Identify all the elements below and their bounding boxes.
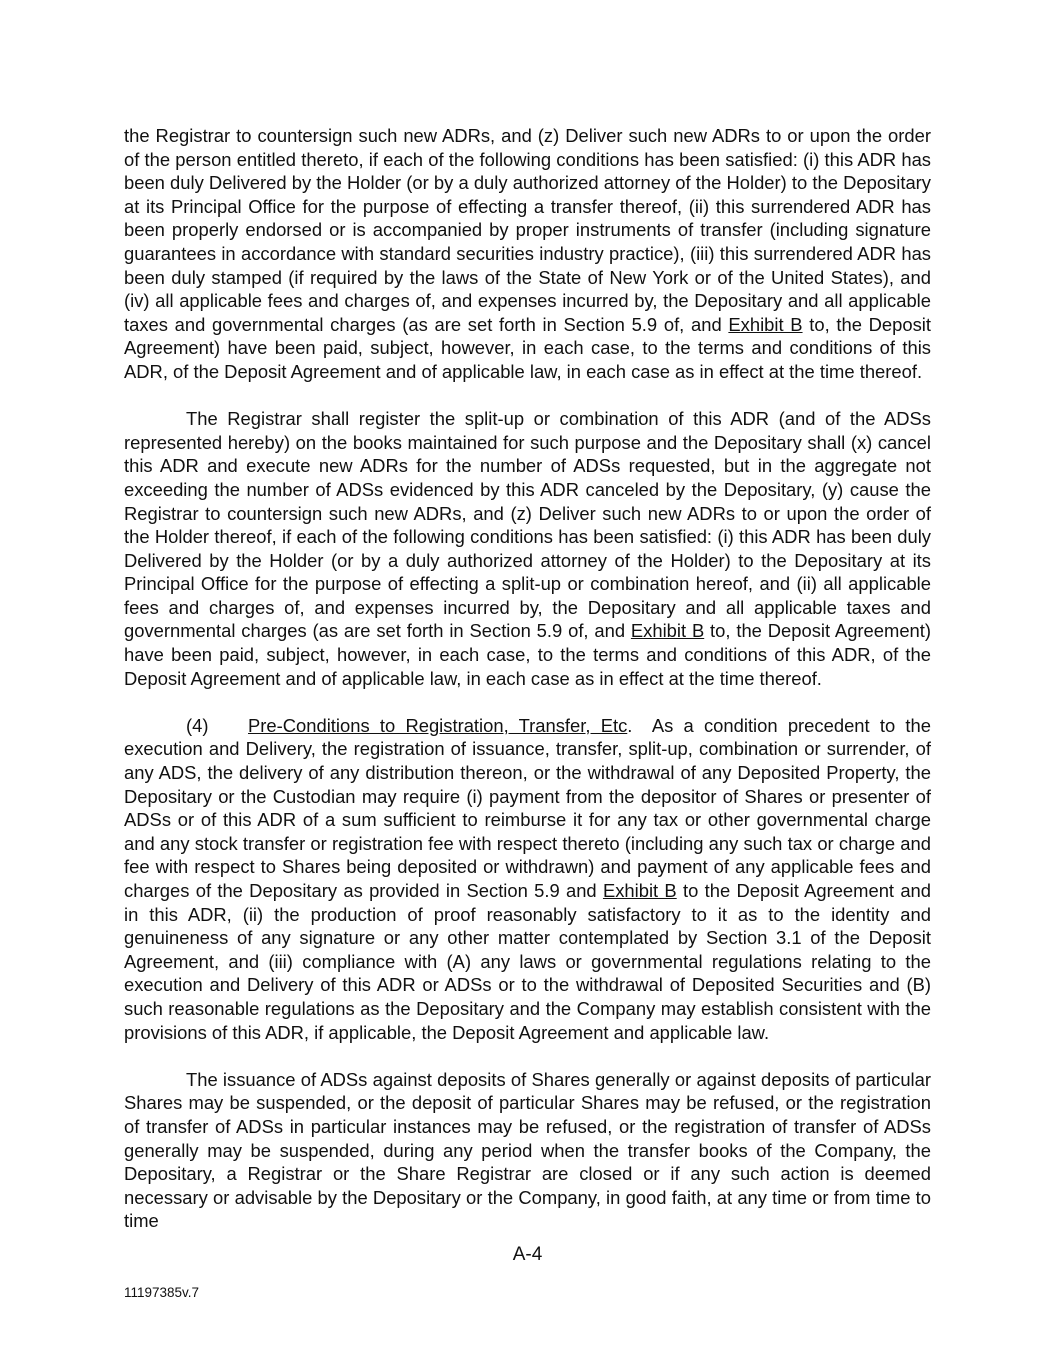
section-4-pre-conditions bbox=[124, 714, 937, 1044]
paragraph-text: to the Deposit Agreement and in this ADR, (ii) the production of proof reasonably satisfactory to it as to the identity and genuineness of any signature or any other matter contemplated by Section 3.1 of the Deposit Agreement, and (iii) compliance with (A) any laws or governmental regulations relating to the execution and Delivery of this ADR or ADSs or to the withdrawal of Deposited Securities and (B) such reasonable regulations as the Depositary and the Company may establish consistent with the provisions of this ADR, if applicable, the Deposit Agreement and applicable law. bbox=[124, 880, 932, 1043]
exhibit-b-reference: Exhibit B bbox=[602, 880, 677, 901]
section-heading-period: . bbox=[627, 714, 633, 736]
paragraph-text: to, the Deposit Agreement) have been paid, subject, however, in each case, to the terms and conditions of this ADR, of the Deposit Agreement and of applicable law, in each case as in effect at the time thereof. bbox=[124, 313, 932, 382]
paragraph-issuance-suspension bbox=[124, 1068, 931, 1233]
paragraph-transfer-conditions bbox=[124, 124, 931, 384]
page-number: A-4 bbox=[512, 1244, 543, 1265]
document-id: 11197385v.7 bbox=[124, 1285, 200, 1300]
paragraph-split-up-combination bbox=[124, 407, 931, 690]
section-heading: Pre-Conditions to Registration, Transfer, Etc bbox=[248, 714, 628, 736]
exhibit-b-reference: Exhibit B bbox=[728, 313, 803, 335]
paragraph-text: As a condition precedent to the execution and Delivery, the registration of issuance, transfer, split-up, combination or surrender, of any ADS, the delivery of any distribution thereon, or the withdrawal of any Deposited Property, the Depositary or the Custodian may require (i) payment from the depositor of Shares or presenter of ADSs or of this ADR of a sum sufficient to reimburse it for any tax or other governmental charge and any stock transfer or registration fee with respect thereto (including any such tax or charge and fee with respect to Shares being deposited or withdrawn) and payment of any applicable fees and charges of the Depositary as provided in Section 5.9 and bbox=[124, 714, 937, 901]
paragraph-text: the Registrar to countersign such new ADRs, and (z) Deliver such new ADRs to or upon the order of the person entitled thereto, if each of the following conditions has been satisfied: (i) this ADR has been duly Delivered by the Holder (or by a duly authorized attorney of the Holder) to the Depositary at its Principal Office for the purpose of effecting a transfer thereof, (ii) this surrendered ADR has been properly endorsed or is accompanied by proper instruments of transfer (including signature guarantees in accordance with standard securities industry practice), (iii) this surrendered ADR has been duly stamped (if required by the laws of the State of New York or of the United States), and (iv) all applicable fees and charges of, and expenses incurred by, the Depositary and all applicable taxes and governmental charges (as are set forth in Section 5.9 of, and bbox=[124, 125, 931, 335]
paragraph-text: to, the Deposit Agreement) have been paid, subject, however, in each case, to the terms and conditions of this ADR, of the Deposit Agreement and of applicable law, in each case as in effect at the time thereof. bbox=[124, 620, 932, 689]
section-number: (4) bbox=[186, 714, 209, 736]
exhibit-b-reference: Exhibit B bbox=[630, 620, 705, 642]
paragraph-text: The issuance of ADSs against deposits of Shares generally or against deposits of particular Shares may be suspended, or the deposit of particular Shares may be refused, or the registration of transfer of ADSs in particular instances may be refused, or the registration of transfer of ADSs generally may be suspended, during any period when the transfer books of the Company, the Depositary, a Registrar or the Share Registrar are closed or if any such action is deemed necessary or advisable by the Depositary or the Company, in good faith, at any time or from time to time bbox=[124, 1068, 931, 1232]
paragraph-text: The Registrar shall register the split-up or combination of this ADR (and of the ADSs represented hereby) on the books maintained for such purpose and the Depositary shall (x) cancel this ADR and execute new ADRs for the number of ADSs requested, but in the aggregate not exceeding the number of ADSs evidenced by this ADR canceled by the Depositary, (y) cause the Registrar to countersign such new ADRs, and (z) Deliver such new ADRs to or upon the order of the Holder thereof, if each of the following conditions has been satisfied: (i) this ADR has been duly Delivered by the Holder (or by a duly authorized attorney of the Holder) to the Depositary at its Principal Office for the purpose of effecting a split-up or combination hereof, and (ii) all applicable fees and charges of, and expenses incurred by, the Depositary and all applicable taxes and governmental charges (as are set forth in Section 5.9 of, and bbox=[124, 408, 931, 642]
document-body bbox=[124, 124, 937, 1257]
